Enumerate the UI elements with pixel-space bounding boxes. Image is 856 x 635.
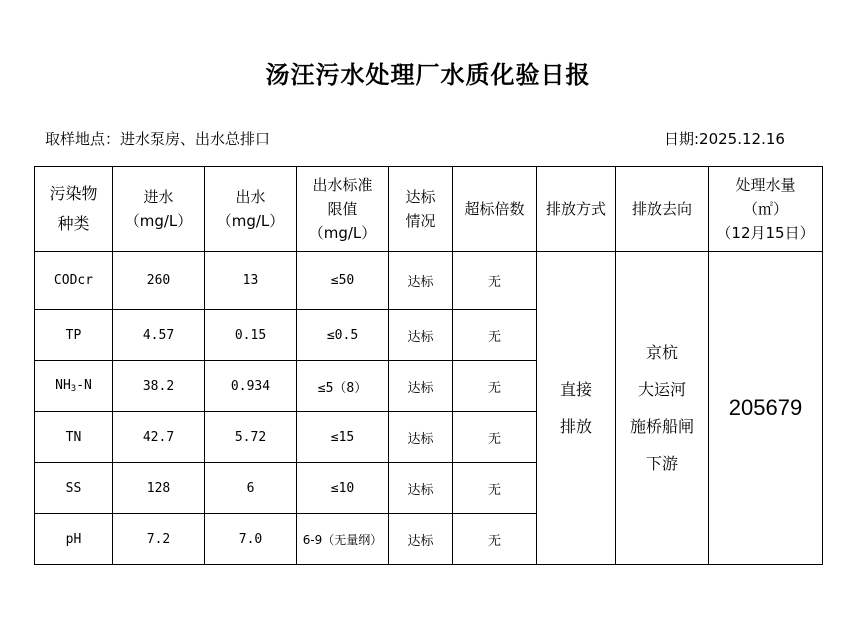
influent-value: 7.2: [113, 514, 205, 565]
effluent-value: 6: [205, 463, 297, 514]
limit-value: ≤10: [297, 463, 389, 514]
header-pollutant: 污染物 种类: [35, 167, 113, 252]
effluent-value: 7.0: [205, 514, 297, 565]
effluent-value: 0.15: [205, 310, 297, 361]
header-discharge-method: 排放方式: [537, 167, 616, 252]
pollutant-name: TN: [35, 412, 113, 463]
limit-value: ≤0.5: [297, 310, 389, 361]
compliance-value: 达标: [389, 463, 453, 514]
compliance-value: 达标: [389, 310, 453, 361]
influent-value: 38.2: [113, 361, 205, 412]
exceed-value: 无: [453, 463, 537, 514]
influent-value: 42.7: [113, 412, 205, 463]
influent-value: 4.57: [113, 310, 205, 361]
influent-value: 128: [113, 463, 205, 514]
pollutant-name: TP: [35, 310, 113, 361]
limit-value: ≤50: [297, 252, 389, 310]
header-exceed: 超标倍数: [453, 167, 537, 252]
compliance-value: 达标: [389, 514, 453, 565]
table-row: [35, 252, 823, 310]
limit-value: ≤15: [297, 412, 389, 463]
header-effluent: 出水 （mg/L）: [205, 167, 297, 252]
compliance-value: 达标: [389, 412, 453, 463]
pollutant-name: $NH_3-N$: [35, 361, 113, 412]
compliance-value: 达标: [389, 361, 453, 412]
limit-value: ≤5（8）: [297, 361, 389, 412]
limit-value: 6-9（无量纲）: [297, 514, 389, 565]
report-title: 汤汪污水处理厂水质化验日报: [265, 60, 591, 89]
exceed-value: 无: [453, 412, 537, 463]
effluent-value: 5.72: [205, 412, 297, 463]
header-row: [35, 167, 823, 252]
treated-volume-value: 205679: [709, 252, 823, 565]
pollutant-name: pH: [35, 514, 113, 565]
exceed-value: 无: [453, 361, 537, 412]
pollutant-name: CODcr: [35, 252, 113, 310]
effluent-value: 13: [205, 252, 297, 310]
water-quality-table: [34, 166, 823, 565]
discharge-method-cell: 直接 排放: [537, 252, 616, 565]
exceed-value: 无: [453, 310, 537, 361]
header-limit: 出水标准 限值 （mg/L）: [297, 167, 389, 252]
exceed-value: 无: [453, 252, 537, 310]
pollutant-name: SS: [35, 463, 113, 514]
header-influent: 进水 （mg/L）: [113, 167, 205, 252]
sampling-location: 取样地点：进水泵房、出水总排口: [45, 130, 271, 148]
header-discharge-dest: 排放去向: [616, 167, 709, 252]
influent-value: 260: [113, 252, 205, 310]
effluent-value: 0.934: [205, 361, 297, 412]
header-volume: 处理水量 （㎡） （12月15日）: [709, 167, 823, 252]
exceed-value: 无: [453, 514, 537, 565]
report-date: 日期:2025.12.16: [664, 130, 785, 148]
discharge-dest-cell: 京杭 大运河 施桥船闸 下游: [616, 252, 709, 565]
header-compliance: 达标 情况: [389, 167, 453, 252]
compliance-value: 达标: [389, 252, 453, 310]
